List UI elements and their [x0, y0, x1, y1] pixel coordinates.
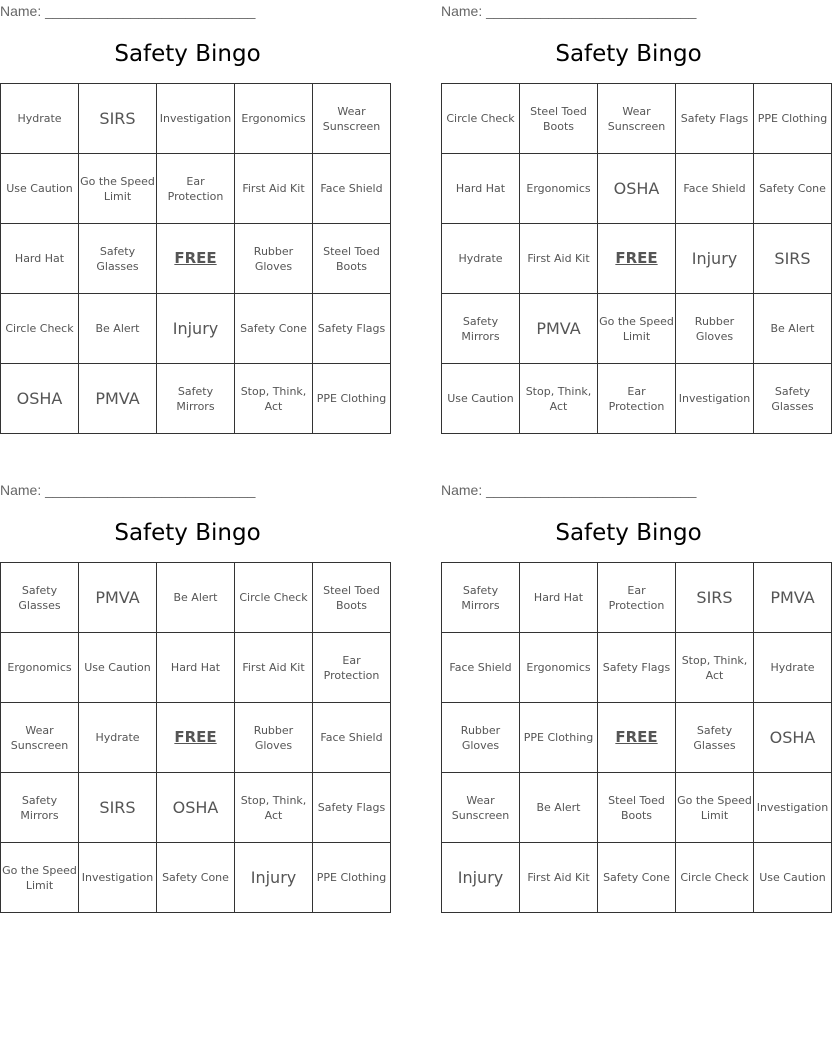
- bingo-cell: PPE Clothing: [520, 703, 598, 773]
- bingo-row: [1, 224, 391, 294]
- bingo-row: [442, 364, 832, 434]
- bingo-grid: [0, 83, 391, 434]
- bingo-cell: Hydrate: [79, 703, 157, 773]
- bingo-cell: Rubber Gloves: [235, 703, 313, 773]
- bingo-cell: Be Alert: [520, 773, 598, 843]
- bingo-cell: Ergonomics: [235, 84, 313, 154]
- bingo-cell: Ergonomics: [1, 633, 79, 703]
- bingo-cell: PMVA: [79, 364, 157, 434]
- bingo-card-1: [0, 0, 387, 435]
- bingo-cell: Safety Mirrors: [442, 294, 520, 364]
- bingo-cell: Safety Glasses: [79, 224, 157, 294]
- bingo-cell: Steel Toed Boots: [313, 563, 391, 633]
- bingo-cell: PMVA: [754, 563, 832, 633]
- bingo-cell: Wear Sunscreen: [598, 84, 676, 154]
- bingo-card-3: [0, 479, 387, 914]
- bingo-cell: First Aid Kit: [235, 154, 313, 224]
- bingo-cell: Investigation: [754, 773, 832, 843]
- bingo-row: [1, 633, 391, 703]
- bingo-cell: Circle Check: [235, 563, 313, 633]
- bingo-cell: Use Caution: [1, 154, 79, 224]
- bingo-cell: OSHA: [754, 703, 832, 773]
- bingo-cell: Be Alert: [754, 294, 832, 364]
- bingo-row: [442, 224, 832, 294]
- bingo-cell: Steel Toed Boots: [520, 84, 598, 154]
- bingo-cell: SIRS: [676, 563, 754, 633]
- bingo-cell: First Aid Kit: [520, 843, 598, 913]
- bingo-cell: Injury: [442, 843, 520, 913]
- bingo-cell: Wear Sunscreen: [1, 703, 79, 773]
- card-title: Safety Bingo: [114, 41, 261, 67]
- bingo-cell: Safety Cone: [157, 843, 235, 913]
- bingo-cell: Investigation: [157, 84, 235, 154]
- bingo-row: [1, 364, 391, 434]
- bingo-cell: Ergonomics: [520, 154, 598, 224]
- bingo-cell: Ear Protection: [157, 154, 235, 224]
- bingo-cell: Hydrate: [754, 633, 832, 703]
- bingo-row: [1, 84, 391, 154]
- card-title: Safety Bingo: [555, 520, 702, 546]
- bingo-row: [442, 563, 832, 633]
- bingo-cell: First Aid Kit: [235, 633, 313, 703]
- bingo-cell: Wear Sunscreen: [313, 84, 391, 154]
- bingo-cell: Investigation: [79, 843, 157, 913]
- bingo-cell: Rubber Gloves: [235, 224, 313, 294]
- bingo-cell: Use Caution: [79, 633, 157, 703]
- bingo-cell: Face Shield: [442, 633, 520, 703]
- name-field: Name: ___________________________: [441, 482, 697, 498]
- bingo-row: [442, 154, 832, 224]
- bingo-cell: Ear Protection: [598, 563, 676, 633]
- bingo-row: [442, 843, 832, 913]
- bingo-cell: Go the Speed Limit: [1, 843, 79, 913]
- bingo-cell: Safety Mirrors: [442, 563, 520, 633]
- bingo-cell: Hard Hat: [1, 224, 79, 294]
- bingo-cell: Be Alert: [79, 294, 157, 364]
- bingo-cell: Circle Check: [1, 294, 79, 364]
- bingo-cell: Hard Hat: [157, 633, 235, 703]
- bingo-grid: [441, 562, 832, 913]
- bingo-cell: Wear Sunscreen: [442, 773, 520, 843]
- bingo-cell: Go the Speed Limit: [598, 294, 676, 364]
- bingo-row: [1, 703, 391, 773]
- bingo-cell: Use Caution: [442, 364, 520, 434]
- bingo-cell: Injury: [157, 294, 235, 364]
- card-title: Safety Bingo: [555, 41, 702, 67]
- bingo-cell: SIRS: [754, 224, 832, 294]
- bingo-cell: Safety Cone: [754, 154, 832, 224]
- bingo-cell: OSHA: [1, 364, 79, 434]
- bingo-cell: Ergonomics: [520, 633, 598, 703]
- name-field: Name: ___________________________: [0, 3, 256, 19]
- bingo-cell: PPE Clothing: [313, 843, 391, 913]
- bingo-cell: Injury: [676, 224, 754, 294]
- bingo-row: [442, 773, 832, 843]
- bingo-grid: [441, 83, 832, 434]
- bingo-cell: Rubber Gloves: [442, 703, 520, 773]
- bingo-cell: Circle Check: [442, 84, 520, 154]
- bingo-cell: Face Shield: [676, 154, 754, 224]
- bingo-cell: Go the Speed Limit: [676, 773, 754, 843]
- bingo-cell: Stop, Think, Act: [235, 773, 313, 843]
- bingo-cell: Safety Flags: [313, 773, 391, 843]
- bingo-cell: First Aid Kit: [520, 224, 598, 294]
- bingo-cell: Hydrate: [442, 224, 520, 294]
- bingo-cell: Hard Hat: [442, 154, 520, 224]
- bingo-cell: PPE Clothing: [313, 364, 391, 434]
- bingo-cell: Ear Protection: [313, 633, 391, 703]
- bingo-row: [1, 563, 391, 633]
- bingo-cell: Stop, Think, Act: [676, 633, 754, 703]
- bingo-row: [1, 843, 391, 913]
- bingo-cell: Safety Mirrors: [1, 773, 79, 843]
- bingo-card-2: [441, 0, 828, 435]
- bingo-cell: Use Caution: [754, 843, 832, 913]
- bingo-cell: Safety Glasses: [676, 703, 754, 773]
- bingo-cell: Be Alert: [157, 563, 235, 633]
- bingo-row: [442, 703, 832, 773]
- bingo-cell: Face Shield: [313, 703, 391, 773]
- bingo-cell: Stop, Think, Act: [235, 364, 313, 434]
- bingo-cell: PMVA: [79, 563, 157, 633]
- bingo-cell: Stop, Think, Act: [520, 364, 598, 434]
- bingo-cell: OSHA: [598, 154, 676, 224]
- bingo-cell: Investigation: [676, 364, 754, 434]
- bingo-row: [442, 633, 832, 703]
- bingo-cell: Hydrate: [1, 84, 79, 154]
- bingo-cell: PMVA: [520, 294, 598, 364]
- bingo-cell: Steel Toed Boots: [313, 224, 391, 294]
- bingo-cell: FREE: [157, 703, 235, 773]
- bingo-row: [1, 773, 391, 843]
- card-title: Safety Bingo: [114, 520, 261, 546]
- bingo-cell: Steel Toed Boots: [598, 773, 676, 843]
- bingo-cell: SIRS: [79, 84, 157, 154]
- bingo-cell: Safety Flags: [676, 84, 754, 154]
- bingo-cell: Rubber Gloves: [676, 294, 754, 364]
- bingo-cell: FREE: [157, 224, 235, 294]
- bingo-cell: Go the Speed Limit: [79, 154, 157, 224]
- bingo-row: [1, 294, 391, 364]
- name-field: Name: ___________________________: [0, 482, 256, 498]
- bingo-cell: PPE Clothing: [754, 84, 832, 154]
- bingo-cell: OSHA: [157, 773, 235, 843]
- bingo-cell: Safety Flags: [313, 294, 391, 364]
- bingo-cell: Safety Glasses: [1, 563, 79, 633]
- bingo-row: [442, 84, 832, 154]
- bingo-row: [1, 154, 391, 224]
- bingo-cell: SIRS: [79, 773, 157, 843]
- bingo-cell: FREE: [598, 703, 676, 773]
- bingo-cell: Safety Glasses: [754, 364, 832, 434]
- bingo-cell: Ear Protection: [598, 364, 676, 434]
- bingo-cell: Safety Cone: [598, 843, 676, 913]
- name-field: Name: ___________________________: [441, 3, 697, 19]
- bingo-cell: Injury: [235, 843, 313, 913]
- bingo-row: [442, 294, 832, 364]
- bingo-cell: Circle Check: [676, 843, 754, 913]
- bingo-grid: [0, 562, 391, 913]
- bingo-cell: Safety Mirrors: [157, 364, 235, 434]
- bingo-cell: Safety Flags: [598, 633, 676, 703]
- bingo-cell: FREE: [598, 224, 676, 294]
- bingo-cell: Safety Cone: [235, 294, 313, 364]
- bingo-card-4: [441, 479, 829, 914]
- bingo-cell: Face Shield: [313, 154, 391, 224]
- bingo-cell: Hard Hat: [520, 563, 598, 633]
